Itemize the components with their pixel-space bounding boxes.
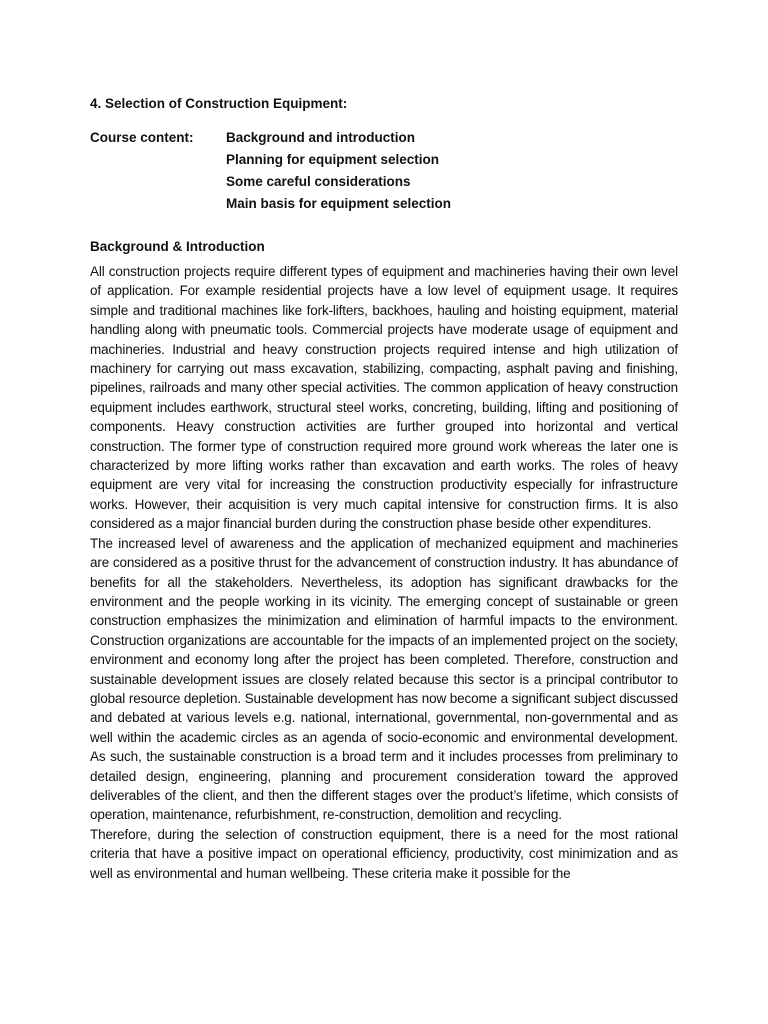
course-content bbox=[90, 127, 678, 215]
document-page bbox=[90, 94, 678, 883]
course-item: Planning for equipment selection bbox=[226, 152, 440, 167]
course-item: Some careful considerations bbox=[226, 174, 411, 189]
course-content-label: Course content: bbox=[90, 130, 194, 145]
body-paragraph: Therefore, during the selection of construction equipment, there is a need for the most rational criteria that have a positive impact on operational efficiency, productivity, cost minimization and as well as environmental and human wellbeing. These criteria make it possible for the bbox=[90, 826, 678, 881]
section-heading: Background & Introduction bbox=[90, 239, 265, 254]
body-paragraph: All construction projects require different types of equipment and machineries having their own level of application. For example residential projects have a low level of equipment usage. It requires simple and traditional machines like fork-lifters, backhoes, hauling and hoisting equipment, material handling along with pneumatic tools. Commercial projects have moderate usage of equipment and machineries. Industrial and heavy construction projects required intense and high utilization of machinery for carrying out mass excavation, stabilizing, compacting, asphalt paving and finishing, pipelines, railroads and many other special activities. The common application of heavy construction equipment includes earthwork, structural steel works, concreting, building, lifting and positioning of components. Heavy construction activities are further grouped into horizontal and vertical construction. The former type of construction required more ground work whereas the later one is characterized by more lifting works rather than excavation and earth works. The roles of heavy equipment are very vital for increasing the construction productivity especially for infrastructure works. However, their acquisition is very much capital intensive for construction firms. It is also considered as a major financial burden during the construction phase beside other expenditures. bbox=[90, 264, 678, 532]
document-title: 4. Selection of Construction Equipment: bbox=[90, 96, 348, 111]
course-item: Main basis for equipment selection bbox=[226, 196, 452, 211]
course-item: Background and introduction bbox=[226, 130, 415, 145]
course-content-list bbox=[226, 127, 451, 215]
body-paragraph: The increased level of awareness and the application of mechanized equipment and machineries are considered as a positive thrust for the advancement of construction industry. It has abundance of benefits for all the stakeholders. Nevertheless, its adoption has significant drawbacks for the environment and the people working in its vicinity. The emerging concept of sustainable or green construction emphasizes the minimization and elimination of harmful impacts to the environment. Construction organizations are accountable for the impacts of an implemented project on the society, environment and economy long after the project has been completed. Therefore, construction and sustainable development issues are closely related because this sector is a principal contributor to global resource depletion. Sustainable development has now become a significant subject discussed and debated at various levels e.g. national, international, governmental, non-governmental and as well within the academic circles as an agenda of socio-economic and environmental development. As such, the sustainable construction is a broad term and it includes processes from preliminary to detailed design, engineering, planning and procurement consideration toward the approved deliverables of the client, and then the different stages over the product’s lifetime, which consists of operation, maintenance, refurbishment, re-construction, demolition and recycling. bbox=[90, 535, 678, 823]
